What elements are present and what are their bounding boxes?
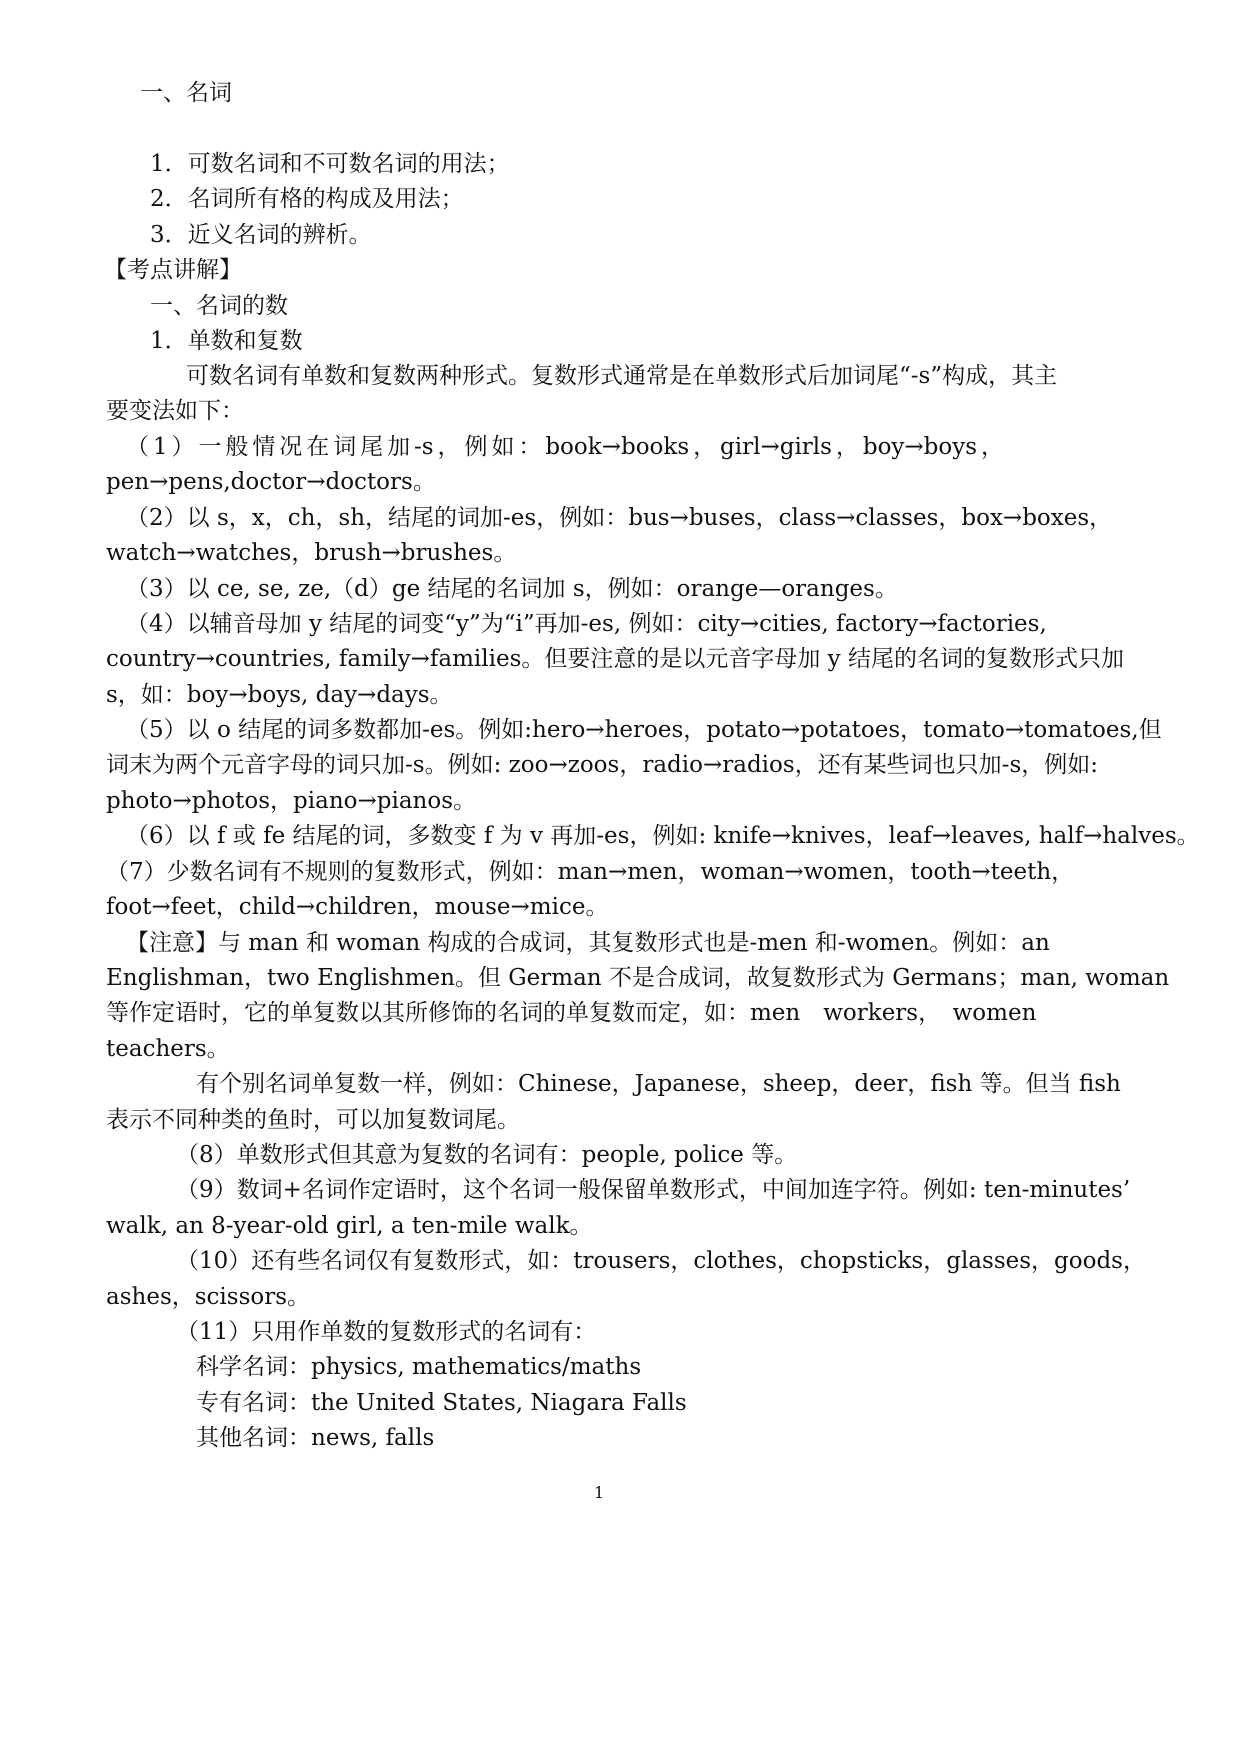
paragraph-line: country→countries, family→families。但要注意的是以元音字母加 y 结尾的名词的复数形式只加 [106,646,1124,672]
paragraph-line: 有个别名词单复数一样，例如：Chinese，Japanese，sheep，deer，fish 等。但当 fish [196,1071,1121,1097]
paragraph-line: 词末为两个元音字母的词只加-s。例如: zoo→zoos，radio→radios，还有某些词也只加-s，例如: [106,752,1098,778]
note-line: teachers。 [106,1036,230,1062]
paragraph-line: （3）以 ce, se, ze,（d）ge 结尾的名词加 s，例如：orange—oranges。 [126,576,898,602]
paragraph-line: （5）以 o 结尾的词多数都加-es。例如:hero→heroes，potato→potatoes，tomato→tomatoes,但 [126,717,1162,743]
paragraph-line: 可数名词有单数和复数两种形式。复数形式通常是在单数形式后加词尾“-s”构成，其主 [186,363,1058,389]
list-item: 其他名词：news, falls [196,1425,435,1451]
objective-item: 2．名词所有格的构成及用法； [150,186,464,212]
paragraph-line: ashes，scissors。 [106,1284,311,1310]
subsubsection-title: 1．单数和复数 [150,328,303,354]
paragraph-line: （9）数词+名词作定语时，这个名词一般保留单数形式，中间加连字符。例如: ten-minutes’ [176,1177,1131,1203]
paragraph-line: photo→photos，piano→pianos。 [106,788,476,814]
page-number: 1 [594,1483,605,1502]
paragraph-line: （10）还有些名词仅有复数形式，如：trousers，clothes，chopsticks，glasses，goods， [176,1248,1146,1274]
note-line: 【注意】与 man 和 woman 构成的合成词，其复数形式也是-men 和-women。例如：an [126,930,1050,956]
objective-item: 1．可数名词和不可数名词的用法； [150,151,510,177]
note-line: 等作定语时，它的单复数以其所修饰的名词的单复数而定，如：men workers， women [106,1000,1037,1026]
note-line: Englishman，two Englishmen。但 German 不是合成词，故复数形式为 Germans；man, woman [106,965,1170,991]
paragraph-line: （2）以 s，x，ch，sh，结尾的词加-es，例如：bus→buses，class→classes，box→boxes， [126,505,1113,531]
paragraph-line: （4）以辅音母加 y 结尾的词变“y”为“i”再加-es, 例如：city→cities, factory→factories, [126,611,1047,637]
heading: 一、名词 [140,80,232,106]
paragraph-line: （6）以 f 或 fe 结尾的词，多数变 f 为 v 再加-es，例如: knife→knives，leaf→leaves, half→halves。 [126,823,1200,849]
list-item: 科学名词：physics, mathematics/maths [196,1354,642,1380]
paragraph-line: s，如：boy→boys, day→days。 [106,682,453,708]
paragraph-line: （7）少数名词有不规则的复数形式，例如：man→men，woman→women，tooth→teeth， [106,859,1075,885]
paragraph-line: 要变法如下： [106,398,244,424]
paragraph-line: foot→feet，child→children，mouse→mice。 [106,894,609,920]
paragraph-line: walk, an 8-year-old girl, a ten-mile walk。 [106,1213,593,1239]
section-label: 【考点讲解】 [104,257,242,283]
objective-item: 3．近义名词的辨析。 [150,222,372,248]
paragraph-line: pen→pens,doctor→doctors。 [106,469,436,495]
subsection-title: 一、名词的数 [150,293,288,319]
list-item: 专有名词：the United States, Niagara Falls [196,1390,687,1416]
paragraph-line: 表示不同种类的鱼时，可以加复数词尾。 [106,1107,520,1133]
paragraph-line: （1）一般情况在词尾加-s，例如：book→books，girl→girls，boy→boys， [126,434,1004,460]
paragraph-line: （11）只用作单数的复数形式的名词有： [176,1319,597,1345]
paragraph-line: （8）单数形式但其意为复数的名词有：people, police 等。 [176,1142,798,1168]
paragraph-line: watch→watches，brush→brushes。 [106,540,517,566]
